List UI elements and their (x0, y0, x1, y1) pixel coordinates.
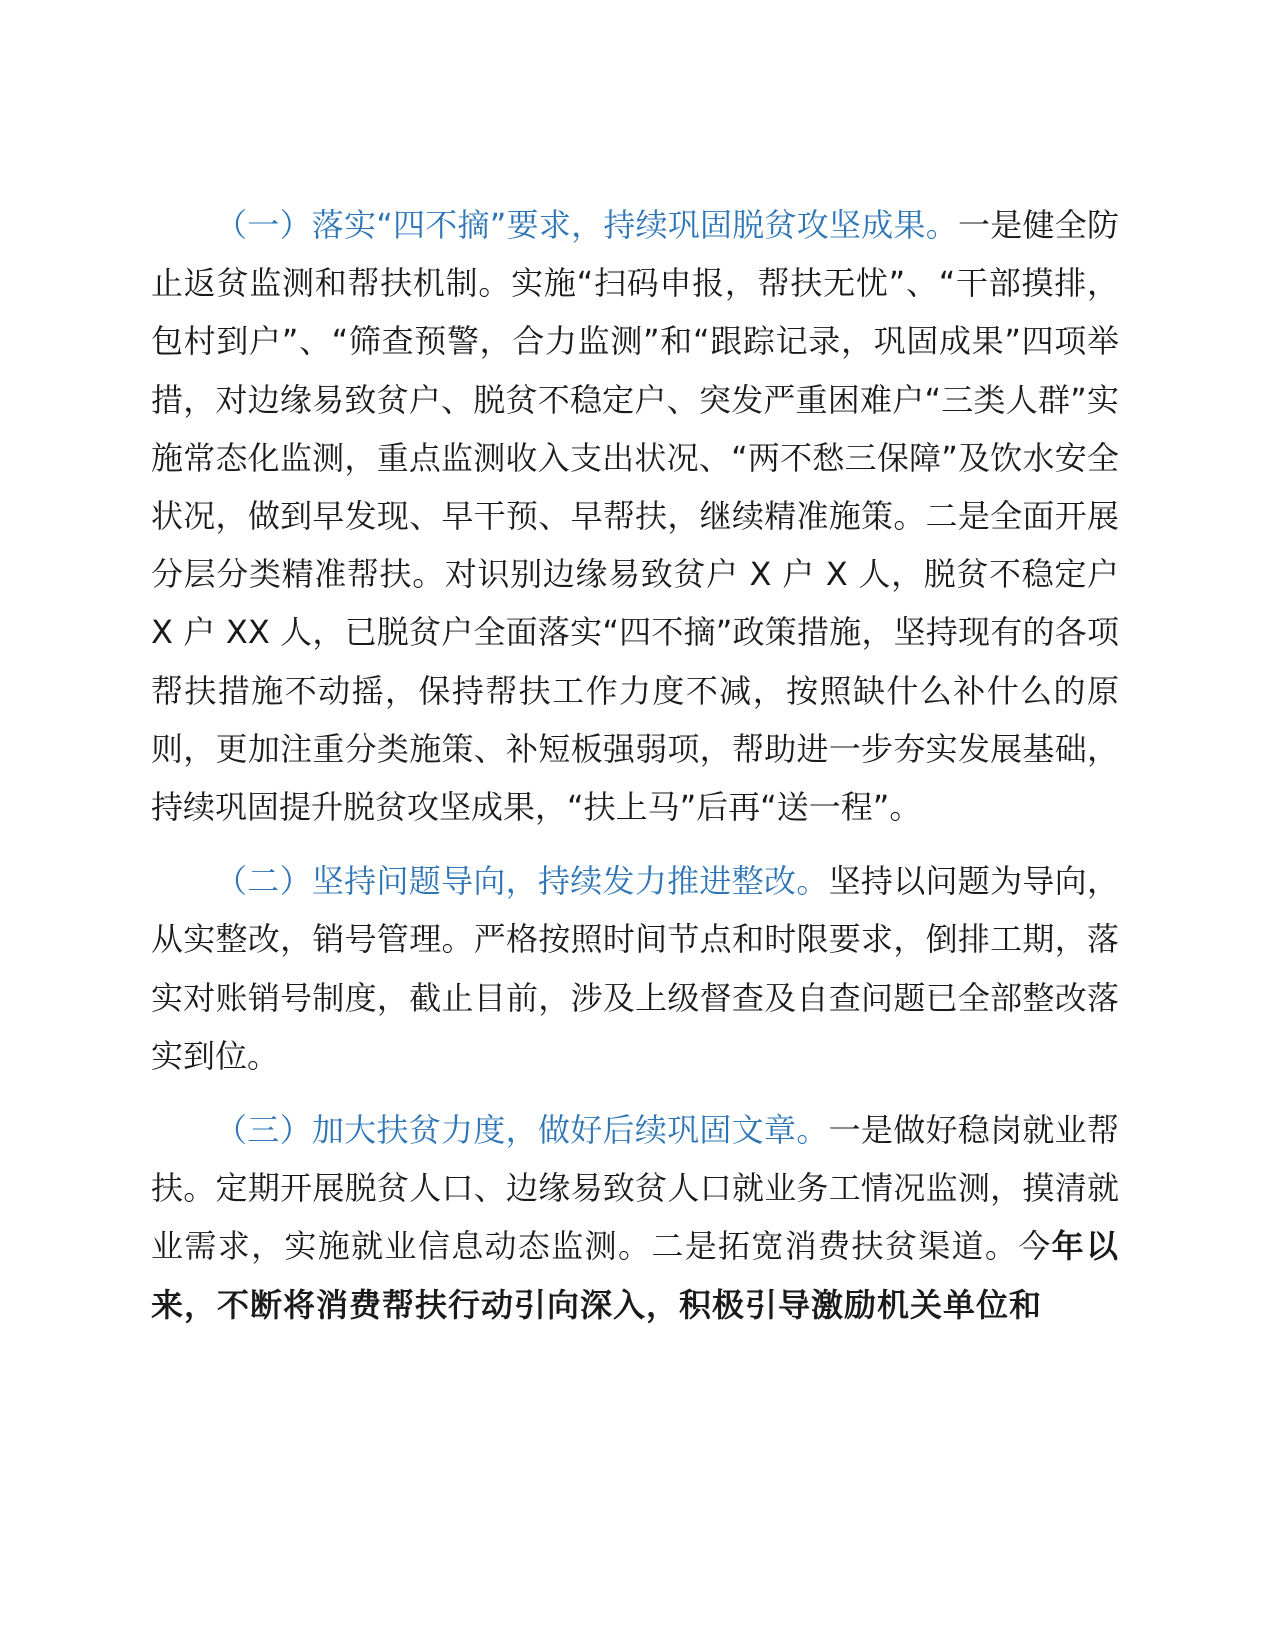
section-body-1: 一是健全防止返贫监测和帮扶机制。实施“扫码申报，帮扶无忧”、“干部摸排，包村到户”、“筛查预警，合力监测”和“跟踪记录，巩固成果”四项举措，对边缘易致贫户、脱贫不稳定户、突发严重困难户“三类人群”实施常态化监测，重点监测收入支出状况、“两不愁三保障”及饮水安全状况，做到早发现、早干预、早帮扶，继续精准施策。二是全面开展分层分类精准帮扶。对识别边缘易致贫户 X 户 X 人，脱贫不稳定户 X 户 XX 人，已脱贫户全面落实“四不摘”政策措施，坚持现有的各项帮扶措施不动摇，保持帮扶工作力度不减，按照缺什么补什么的原则，更加注重分类施策、补短板强弱项，帮助进一步夯实发展基础，持续巩固提升脱贫攻坚成果，“扶上马”后再“送一程”。 (151, 206, 1119, 827)
paragraph-section-2 (151, 852, 1119, 1085)
paragraph-section-3 (151, 1101, 1119, 1334)
section-heading-3: （三）加大扶贫力度，做好后续巩固文章。 (215, 1111, 829, 1150)
section-heading-2: （二）坚持问题导向，持续发力推进整改。 (215, 862, 829, 901)
section-body-2: 坚持以问题为导向，从实整改，销号管理。严格按照时间节点和时限要求，倒排工期，落实对账销号制度，截止目前，涉及上级督查及自查问题已全部整改落实到位。 (151, 862, 1119, 1075)
section-body-3: 一是做好稳岗就业帮扶。定期开展脱贫人口、边缘易致贫人口就业务工情况监测，摸清就业需求，实施就业信息动态监测。二是拓宽消费扶贫渠道。今 (151, 1111, 1119, 1266)
paragraph-section-1 (151, 196, 1119, 836)
section-heading-1: （一）落实“四不摘”要求，持续巩固脱贫攻坚成果。 (215, 206, 958, 244)
document-body (151, 196, 1119, 1350)
section-body-3-bold: 年以来，不断将消费帮扶行动引向深入，积极引导激励机关单位和 (151, 1227, 1119, 1324)
